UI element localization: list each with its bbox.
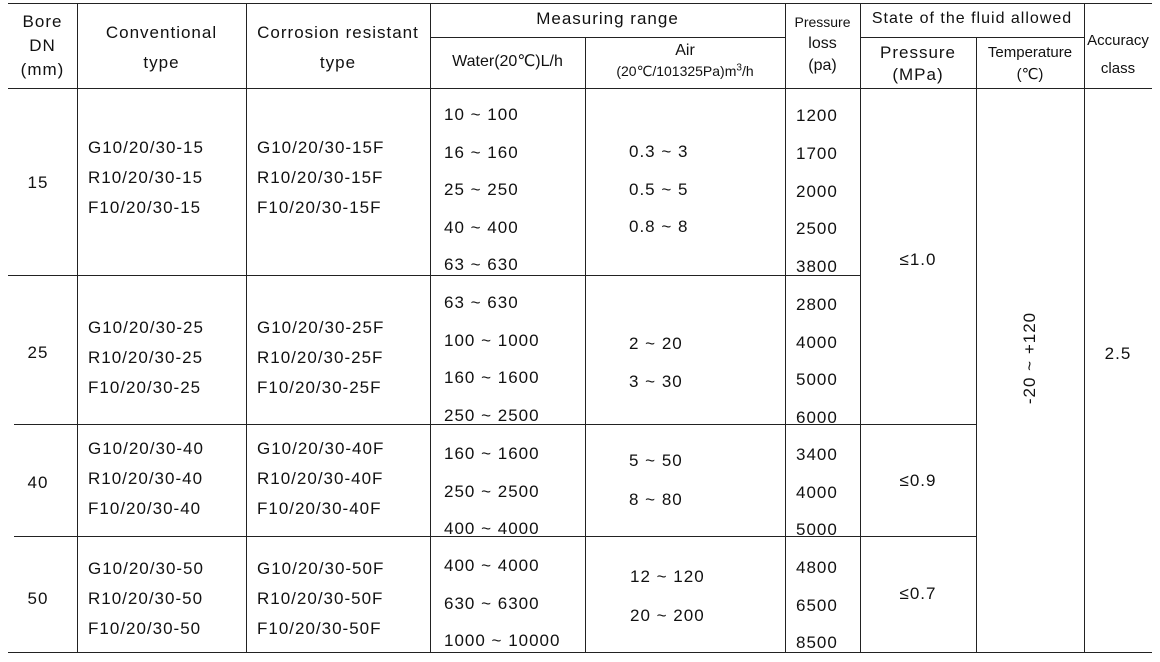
col-divider-water	[585, 37, 586, 652]
pressure-loss-value: 5000	[796, 520, 838, 539]
state-sub-divider	[860, 37, 1084, 38]
header-pressure-loss-line3: (pa)	[808, 57, 837, 74]
model-code: R10/20/30-25	[88, 348, 204, 367]
header-pressure-loss-line1: Pressure	[794, 14, 851, 30]
pressure-loss-cell	[796, 436, 838, 549]
water-range: 630 ~ 6300	[444, 593, 540, 613]
air-range: 0.8 ~ 8	[629, 217, 689, 236]
water-range: 10 ~ 100	[444, 105, 519, 124]
accuracy-value: 2.5	[1104, 344, 1132, 363]
pressure-loss-value: 2800	[796, 295, 838, 314]
model-code: F10/20/30-15F	[257, 198, 382, 217]
table-top-border	[8, 3, 1152, 4]
model-code: F10/20/30-25	[88, 378, 202, 397]
model-code: R10/20/30-50F	[257, 589, 384, 608]
air-range-cell	[629, 325, 683, 401]
water-range: 63 ~ 630	[444, 255, 519, 274]
header-air-line1: Air	[675, 42, 695, 59]
air-range: 0.3 ~ 3	[629, 142, 689, 161]
model-code: G10/20/30-50	[88, 559, 204, 578]
model-code: G10/20/30-15	[88, 138, 204, 157]
col-divider-air	[785, 3, 786, 652]
water-range: 100 ~ 1000	[444, 330, 540, 350]
model-code: F10/20/30-25F	[257, 378, 382, 397]
header-corrosion	[246, 18, 430, 78]
header-water: Water(20℃)L/h	[452, 53, 563, 70]
water-range: 16 ~ 160	[444, 142, 519, 162]
dn-cell: 25	[27, 343, 49, 362]
conventional-cell	[88, 554, 204, 644]
header-bore	[8, 10, 77, 82]
pressure-loss-cell	[796, 286, 838, 436]
corrosion-cell	[257, 554, 384, 644]
water-range-cell	[444, 547, 560, 660]
header-bore-line3: (mm)	[20, 60, 65, 79]
model-code: R10/20/30-50	[88, 589, 204, 608]
header-air	[585, 40, 785, 82]
col-divider-temperature	[1084, 3, 1085, 652]
header-temperature-line1: Temperature	[987, 44, 1073, 61]
pressure-loss-value: 1200	[796, 106, 838, 125]
col-divider-loss	[860, 3, 861, 652]
model-code: G10/20/30-15F	[257, 138, 385, 157]
pressure-loss-value: 4000	[796, 482, 838, 502]
col-divider-corrosion	[430, 3, 431, 652]
air-range: 8 ~ 80	[629, 490, 683, 509]
model-code: F10/20/30-15	[88, 198, 202, 217]
pressure-loss-value: 3800	[796, 257, 838, 276]
header-pressure	[860, 42, 976, 86]
header-corrosion-line1: Corrosion resistant	[257, 23, 419, 42]
header-air-unit-suffix: /h	[741, 63, 754, 79]
corrosion-cell	[257, 133, 384, 223]
water-range: 250 ~ 2500	[444, 405, 540, 425]
header-pressure-loss-line2: loss	[808, 35, 837, 52]
model-code: R10/20/30-40F	[257, 469, 384, 488]
header-accuracy	[1084, 27, 1152, 83]
pressure-loss-value: 6500	[796, 595, 838, 615]
dn-cell: 15	[27, 173, 49, 192]
header-temperature-line2: (℃)	[1016, 66, 1044, 83]
water-range-cell	[444, 284, 540, 434]
air-range: 20 ~ 200	[630, 606, 705, 625]
air-range: 3 ~ 30	[629, 372, 683, 391]
model-code: R10/20/30-15F	[257, 168, 384, 187]
header-conventional-line1: Conventional	[105, 23, 218, 42]
corrosion-cell	[257, 313, 384, 403]
header-air-line2	[585, 61, 785, 82]
pressure-value-50: ≤0.7	[899, 584, 937, 603]
pressure-loss-cell	[796, 549, 838, 662]
row-divider-15-25	[8, 275, 860, 276]
pressure-loss-value: 4800	[796, 558, 838, 577]
col-divider-pressure	[976, 37, 977, 652]
dn-cell: 40	[27, 473, 49, 492]
pressure-loss-value: 2000	[796, 181, 838, 201]
air-range: 2 ~ 20	[629, 334, 683, 353]
header-pressure-line2: (MPa)	[892, 65, 944, 84]
pressure-loss-cell	[796, 97, 838, 286]
pressure-loss-value: 4000	[796, 332, 838, 352]
model-code: F10/20/30-50F	[257, 619, 382, 638]
model-code: G10/20/30-40F	[257, 439, 385, 458]
air-range-cell	[629, 133, 688, 246]
model-code: R10/20/30-15	[88, 168, 204, 187]
model-code: G10/20/30-40	[88, 439, 204, 458]
header-state: State of the fluid allowed	[871, 10, 1073, 27]
header-conventional	[77, 18, 246, 78]
header-air-unit: (20℃/101325Pa)m	[616, 63, 737, 79]
header-accuracy-line1: Accuracy	[1087, 32, 1149, 49]
water-range: 400 ~ 4000	[444, 519, 540, 538]
air-range-cell	[629, 441, 683, 519]
header-accuracy-line2: class	[1100, 60, 1136, 77]
header-bottom-border	[8, 88, 1152, 89]
pressure-value-15-25: ≤1.0	[899, 250, 937, 269]
water-range: 160 ~ 1600	[444, 444, 540, 463]
water-range: 1000 ~ 10000	[444, 631, 561, 650]
header-air-superscript: 3	[736, 62, 742, 74]
table-bottom-border	[8, 652, 1152, 653]
model-code: R10/20/30-40	[88, 469, 204, 488]
water-range: 160 ~ 1600	[444, 368, 540, 387]
water-range-cell	[444, 435, 540, 548]
conventional-cell	[88, 313, 204, 403]
water-range-cell	[444, 96, 519, 284]
model-code: F10/20/30-40	[88, 499, 202, 518]
air-range: 5 ~ 50	[629, 451, 683, 470]
air-range: 12 ~ 120	[630, 567, 705, 586]
header-corrosion-line2: type	[319, 53, 357, 72]
air-range: 0.5 ~ 5	[629, 179, 689, 199]
header-bore-line1: Bore	[22, 12, 63, 31]
model-code: G10/20/30-25F	[257, 318, 385, 337]
pressure-loss-value: 6000	[796, 407, 838, 427]
corrosion-cell	[257, 434, 384, 524]
water-range: 40 ~ 400	[444, 217, 519, 237]
model-code: G10/20/30-50F	[257, 559, 385, 578]
header-pressure-line1: Pressure	[879, 43, 957, 62]
model-code: G10/20/30-25	[88, 318, 204, 337]
model-code: F10/20/30-40F	[257, 499, 382, 518]
temperature-value: -20 ~ +120	[1020, 311, 1039, 405]
measuring-range-sub-divider	[430, 37, 785, 38]
model-code: F10/20/30-50	[88, 619, 202, 638]
header-temperature	[976, 42, 1084, 86]
conventional-cell	[88, 434, 204, 524]
pressure-loss-value: 5000	[796, 370, 838, 389]
air-range-cell	[630, 557, 705, 635]
header-pressure-loss	[785, 11, 860, 77]
col-divider-conventional	[246, 3, 247, 652]
dn-cell: 50	[27, 589, 49, 608]
model-code: R10/20/30-25F	[257, 348, 384, 367]
pressure-loss-value: 3400	[796, 445, 838, 464]
header-measuring-range: Measuring range	[536, 9, 679, 28]
water-range: 25 ~ 250	[444, 180, 519, 199]
conventional-cell	[88, 133, 204, 223]
pressure-loss-value: 1700	[796, 143, 838, 163]
pressure-loss-value: 8500	[796, 633, 838, 652]
pressure-loss-value: 2500	[796, 219, 838, 239]
header-bore-line2: DN	[29, 36, 56, 55]
water-range: 63 ~ 630	[444, 293, 519, 312]
header-conventional-line2: type	[143, 53, 180, 72]
col-divider-bore	[77, 3, 78, 652]
water-range: 250 ~ 2500	[444, 481, 540, 501]
water-range: 400 ~ 4000	[444, 556, 540, 575]
pressure-value-40: ≤0.9	[899, 471, 937, 490]
